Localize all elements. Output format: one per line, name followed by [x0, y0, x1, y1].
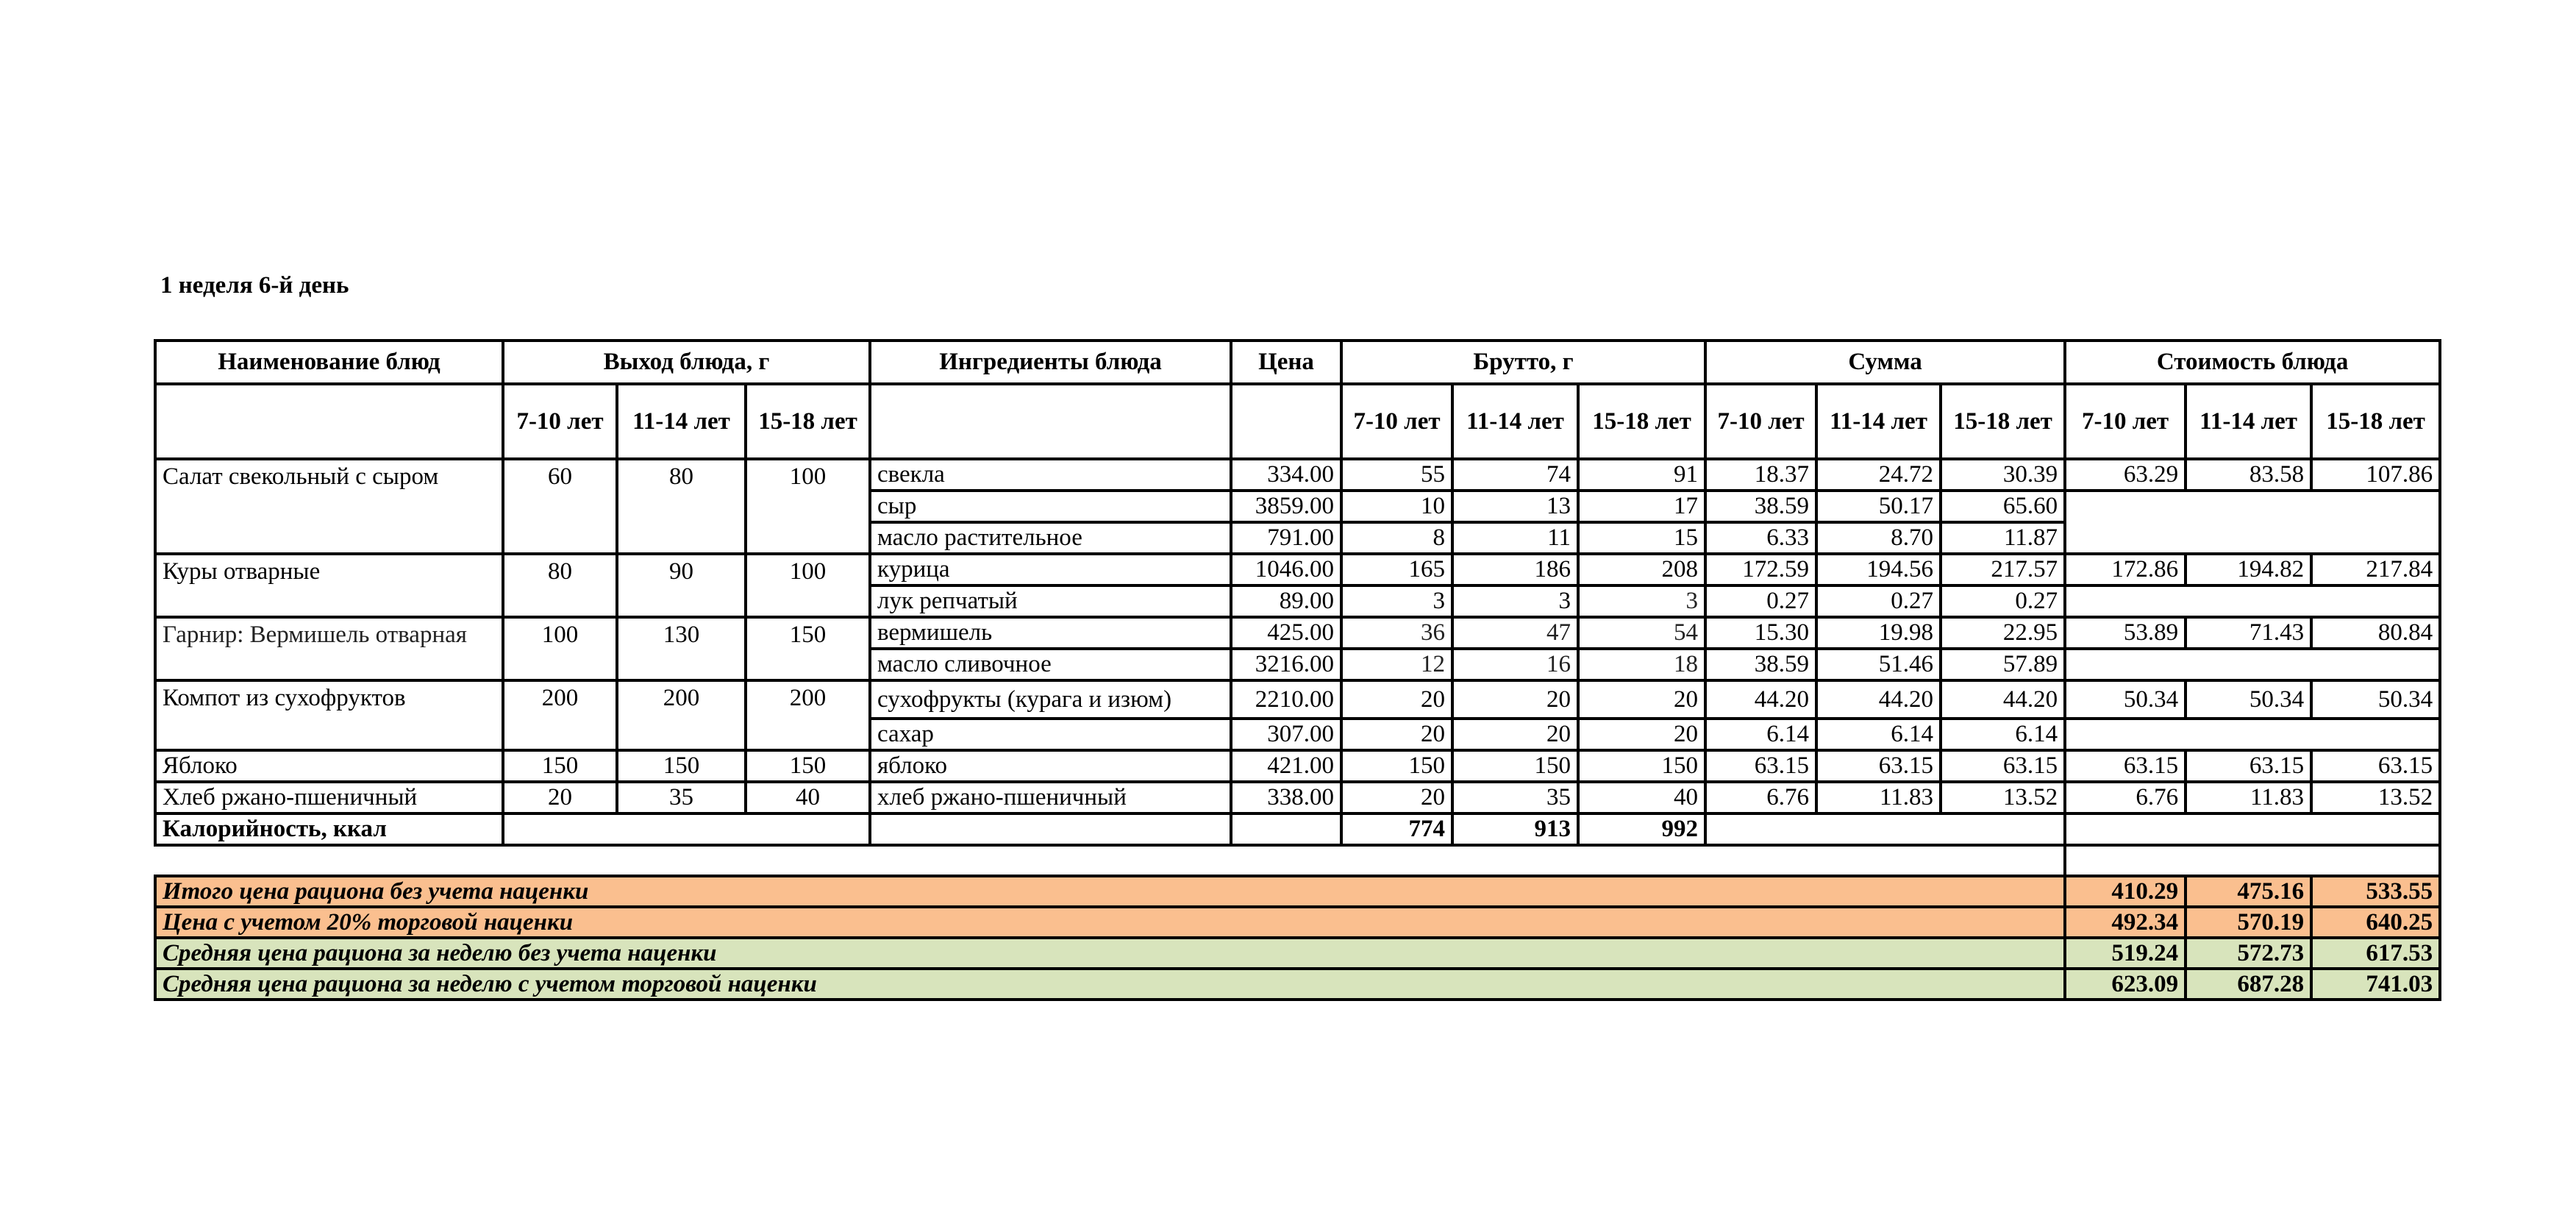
gross-value: 3	[1578, 585, 1705, 617]
dish-cost: 63.15	[2311, 750, 2440, 782]
sum-value: 30.39	[1941, 459, 2065, 491]
sum-value: 11.83	[1816, 782, 1941, 813]
calories-empty	[1231, 813, 1341, 845]
dish-yield: 200	[746, 680, 870, 750]
header-age: 15-18 лет	[746, 384, 870, 459]
sum-value: 6.14	[1941, 719, 2065, 750]
ingredient-price: 2210.00	[1231, 680, 1341, 719]
dish-yield: 80	[617, 459, 746, 554]
header-sum: Сумма	[1705, 341, 2065, 384]
gross-value: 20	[1578, 680, 1705, 719]
header-age: 15-18 лет	[1578, 384, 1705, 459]
summary-value: 572.73	[2186, 938, 2311, 969]
cost-empty	[2065, 649, 2440, 680]
sum-value: 57.89	[1941, 649, 2065, 680]
gross-value: 35	[1452, 782, 1578, 813]
gross-value: 20	[1452, 680, 1578, 719]
summary-row	[155, 969, 2440, 1000]
dish-cost: 63.15	[2186, 750, 2311, 782]
ingredient-name: масло сливочное	[870, 649, 1231, 680]
header-age: 11-14 лет	[1816, 384, 1941, 459]
dish-name: Яблоко	[155, 750, 503, 782]
ingredient-name: сахар	[870, 719, 1231, 750]
spacer	[155, 845, 2065, 876]
ingredient-name: сыр	[870, 491, 1231, 522]
dish-yield: 35	[617, 782, 746, 813]
sum-value: 63.15	[1705, 750, 1816, 782]
dish-yield: 40	[746, 782, 870, 813]
header-cost: Стоимость блюда	[2065, 341, 2440, 384]
summary-value: 570.19	[2186, 907, 2311, 938]
dish-yield: 80	[503, 554, 617, 617]
sum-value: 44.20	[1705, 680, 1816, 719]
table-row	[155, 459, 2440, 491]
summary-value: 687.28	[2186, 969, 2311, 1000]
calories-label: Калорийность, ккал	[155, 813, 503, 845]
sum-value: 6.76	[1705, 782, 1816, 813]
header-empty	[870, 384, 1231, 459]
dish-name: Гарнир: Вермишель отварная	[155, 617, 503, 680]
summary-value: 623.09	[2065, 969, 2186, 1000]
dish-yield: 100	[503, 617, 617, 680]
gross-value: 20	[1341, 782, 1452, 813]
sum-value: 63.15	[1816, 750, 1941, 782]
gross-value: 20	[1341, 680, 1452, 719]
spacer-cell	[2065, 845, 2440, 876]
header-row-main	[155, 341, 2440, 384]
ingredient-name: хлеб ржано-пшеничный	[870, 782, 1231, 813]
sum-value: 50.17	[1816, 491, 1941, 522]
sum-value: 22.95	[1941, 617, 2065, 649]
summary-value: 410.29	[2065, 876, 2186, 907]
dish-name: Компот из сухофруктов	[155, 680, 503, 750]
summary-value: 492.34	[2065, 907, 2186, 938]
sum-value: 0.27	[1941, 585, 2065, 617]
gross-value: 150	[1452, 750, 1578, 782]
page-title: 1 неделя 6-й день	[160, 272, 349, 299]
sum-value: 172.59	[1705, 554, 1816, 585]
ingredient-name: сухофрукты (курага и изюм)	[870, 680, 1231, 719]
gross-value: 3	[1452, 585, 1578, 617]
ingredient-name: свекла	[870, 459, 1231, 491]
sum-value: 0.27	[1816, 585, 1941, 617]
ingredient-price: 791.00	[1231, 522, 1341, 554]
gross-value: 150	[1341, 750, 1452, 782]
gross-value: 20	[1341, 719, 1452, 750]
sum-value: 18.37	[1705, 459, 1816, 491]
header-price: Цена	[1231, 341, 1341, 384]
dish-name: Куры отварные	[155, 554, 503, 617]
sum-value: 6.14	[1816, 719, 1941, 750]
dish-name: Хлеб ржано-пшеничный	[155, 782, 503, 813]
gross-value: 16	[1452, 649, 1578, 680]
spacer-row	[155, 845, 2440, 876]
summary-value: 519.24	[2065, 938, 2186, 969]
dish-yield: 90	[617, 554, 746, 617]
dish-cost: 172.86	[2065, 554, 2186, 585]
dish-cost: 13.52	[2311, 782, 2440, 813]
gross-value: 12	[1341, 649, 1452, 680]
cost-empty	[2065, 491, 2440, 554]
header-row-ages	[155, 384, 2440, 459]
sum-value: 38.59	[1705, 649, 1816, 680]
gross-value: 13	[1452, 491, 1578, 522]
sum-value: 44.20	[1941, 680, 2065, 719]
ingredient-price: 307.00	[1231, 719, 1341, 750]
header-dish-name: Наименование блюд	[155, 341, 503, 384]
header-empty	[1231, 384, 1341, 459]
gross-value: 10	[1341, 491, 1452, 522]
dish-cost: 80.84	[2311, 617, 2440, 649]
summary-row	[155, 907, 2440, 938]
dish-cost: 63.29	[2065, 459, 2186, 491]
summary-value: 741.03	[2311, 969, 2440, 1000]
header-age: 11-14 лет	[2186, 384, 2311, 459]
dish-cost: 6.76	[2065, 782, 2186, 813]
sum-value: 6.33	[1705, 522, 1816, 554]
calories-value: 913	[1452, 813, 1578, 845]
sum-value: 44.20	[1816, 680, 1941, 719]
summary-label: Средняя цена рациона за неделю без учета наценки	[155, 938, 2065, 969]
dish-cost: 217.84	[2311, 554, 2440, 585]
dish-cost: 53.89	[2065, 617, 2186, 649]
ingredient-price: 3216.00	[1231, 649, 1341, 680]
gross-value: 208	[1578, 554, 1705, 585]
ingredient-name: лук репчатый	[870, 585, 1231, 617]
summary-value: 617.53	[2311, 938, 2440, 969]
gross-value: 150	[1578, 750, 1705, 782]
ingredient-price: 89.00	[1231, 585, 1341, 617]
summary-value: 475.16	[2186, 876, 2311, 907]
dish-yield: 60	[503, 459, 617, 554]
summary-value: 533.55	[2311, 876, 2440, 907]
header-age: 11-14 лет	[617, 384, 746, 459]
ingredient-price: 334.00	[1231, 459, 1341, 491]
gross-value: 165	[1341, 554, 1452, 585]
dish-yield: 200	[503, 680, 617, 750]
dish-cost: 194.82	[2186, 554, 2311, 585]
ingredient-name: масло растительное	[870, 522, 1231, 554]
header-age: 15-18 лет	[2311, 384, 2440, 459]
gross-value: 11	[1452, 522, 1578, 554]
gross-value: 3	[1341, 585, 1452, 617]
header-age: 7-10 лет	[503, 384, 617, 459]
dish-yield: 20	[503, 782, 617, 813]
summary-label: Средняя цена рациона за неделю с учетом торговой наценки	[155, 969, 2065, 1000]
ingredient-price: 1046.00	[1231, 554, 1341, 585]
header-empty	[155, 384, 503, 459]
table-row	[155, 617, 2440, 649]
sum-value: 63.15	[1941, 750, 2065, 782]
sum-value: 15.30	[1705, 617, 1816, 649]
dish-cost: 11.83	[2186, 782, 2311, 813]
gross-value: 54	[1578, 617, 1705, 649]
calories-empty	[2065, 813, 2440, 845]
dish-yield: 150	[746, 750, 870, 782]
sum-value: 194.56	[1816, 554, 1941, 585]
calories-empty	[503, 813, 870, 845]
sum-value: 51.46	[1816, 649, 1941, 680]
summary-row	[155, 938, 2440, 969]
ingredient-price: 425.00	[1231, 617, 1341, 649]
cost-empty	[2065, 585, 2440, 617]
summary-row	[155, 876, 2440, 907]
dish-yield: 150	[503, 750, 617, 782]
gross-value: 40	[1578, 782, 1705, 813]
table-row	[155, 782, 2440, 813]
sum-value: 6.14	[1705, 719, 1816, 750]
calories-value: 774	[1341, 813, 1452, 845]
sum-value: 19.98	[1816, 617, 1941, 649]
calories-value: 992	[1578, 813, 1705, 845]
gross-value: 20	[1578, 719, 1705, 750]
dish-cost: 50.34	[2311, 680, 2440, 719]
gross-value: 74	[1452, 459, 1578, 491]
header-ingredients: Ингредиенты блюда	[870, 341, 1231, 384]
gross-value: 18	[1578, 649, 1705, 680]
dish-yield: 200	[617, 680, 746, 750]
header-age: 15-18 лет	[1941, 384, 2065, 459]
header-age: 7-10 лет	[1705, 384, 1816, 459]
gross-value: 8	[1341, 522, 1452, 554]
menu-cost-table	[154, 339, 2441, 1001]
dish-cost: 50.34	[2186, 680, 2311, 719]
dish-cost: 83.58	[2186, 459, 2311, 491]
gross-value: 186	[1452, 554, 1578, 585]
sum-value: 24.72	[1816, 459, 1941, 491]
gross-value: 20	[1452, 719, 1578, 750]
gross-value: 15	[1578, 522, 1705, 554]
sum-value: 217.57	[1941, 554, 2065, 585]
cost-empty	[2065, 719, 2440, 750]
sum-value: 11.87	[1941, 522, 2065, 554]
sum-value: 13.52	[1941, 782, 2065, 813]
ingredient-price: 338.00	[1231, 782, 1341, 813]
calories-empty	[870, 813, 1231, 845]
dish-cost: 107.86	[2311, 459, 2440, 491]
dish-yield: 150	[617, 750, 746, 782]
ingredient-price: 421.00	[1231, 750, 1341, 782]
summary-label: Итого цена рациона без учета наценки	[155, 876, 2065, 907]
header-age: 7-10 лет	[2065, 384, 2186, 459]
header-yield: Выход блюда, г	[503, 341, 870, 384]
dish-name: Салат свекольный с сыром	[155, 459, 503, 554]
ingredient-name: вермишель	[870, 617, 1231, 649]
calories-row	[155, 813, 2440, 845]
dish-yield: 100	[746, 554, 870, 617]
calories-empty	[1705, 813, 2065, 845]
ingredient-name: яблоко	[870, 750, 1231, 782]
ingredient-price: 3859.00	[1231, 491, 1341, 522]
header-age: 7-10 лет	[1341, 384, 1452, 459]
dish-cost: 71.43	[2186, 617, 2311, 649]
header-age: 11-14 лет	[1452, 384, 1578, 459]
table-row	[155, 680, 2440, 719]
dish-yield: 100	[746, 459, 870, 554]
dish-cost: 50.34	[2065, 680, 2186, 719]
sum-value: 0.27	[1705, 585, 1816, 617]
sum-value: 38.59	[1705, 491, 1816, 522]
sum-value: 65.60	[1941, 491, 2065, 522]
summary-value: 640.25	[2311, 907, 2440, 938]
dish-cost: 63.15	[2065, 750, 2186, 782]
table-body	[155, 459, 2440, 1000]
table-row	[155, 750, 2440, 782]
gross-value: 36	[1341, 617, 1452, 649]
dish-yield: 150	[746, 617, 870, 680]
ingredient-name: курица	[870, 554, 1231, 585]
sum-value: 8.70	[1816, 522, 1941, 554]
dish-yield: 130	[617, 617, 746, 680]
gross-value: 91	[1578, 459, 1705, 491]
summary-label: Цена с учетом 20% торговой наценки	[155, 907, 2065, 938]
header-gross: Брутто, г	[1341, 341, 1705, 384]
gross-value: 47	[1452, 617, 1578, 649]
gross-value: 55	[1341, 459, 1452, 491]
gross-value: 17	[1578, 491, 1705, 522]
table-row	[155, 554, 2440, 585]
